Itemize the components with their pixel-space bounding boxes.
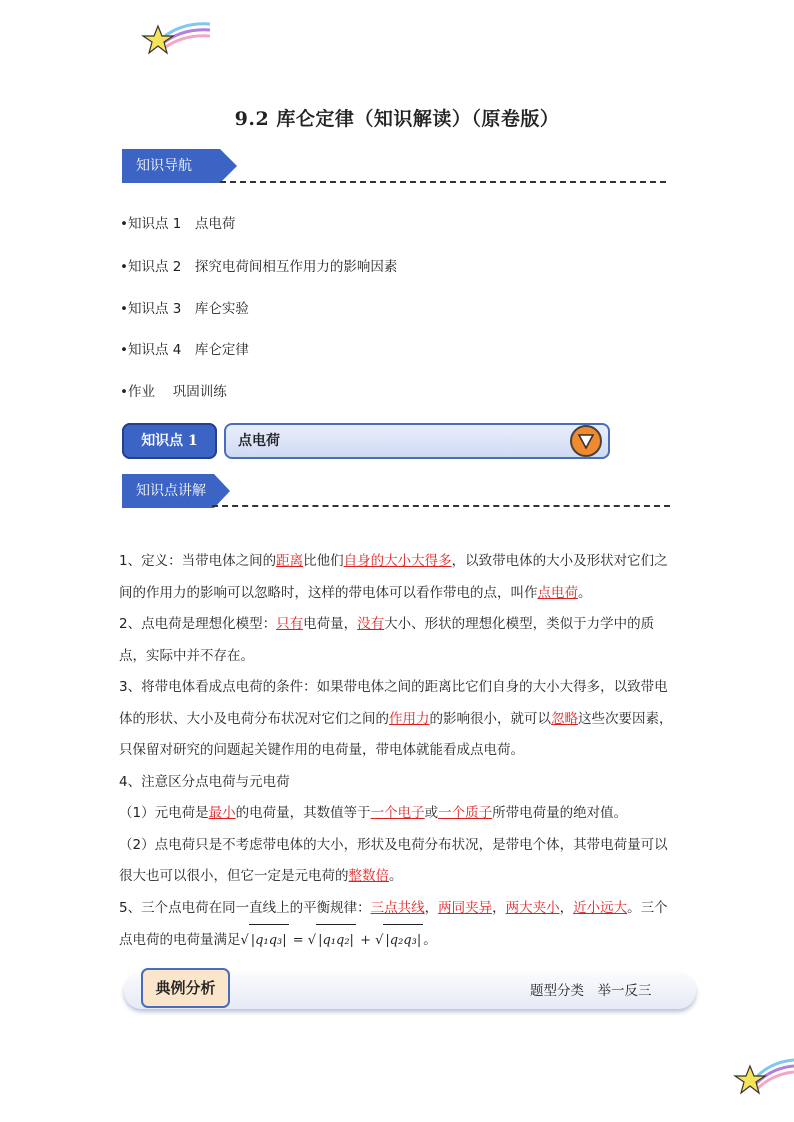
paragraph-definition: 1、定义：当带电体之间的距离比他们自身的大小大得多，以致带电体的大小及形状对它们之间的作用力的影响可以忽略时，这样的带电体可以看作带电的点，叫作点电荷。 (119, 553, 668, 601)
explanation-body (119, 546, 681, 957)
section-tag-explain (122, 474, 230, 508)
shooting-star-icon (732, 1030, 794, 1100)
nav-item: •知识点 1 点电荷 (120, 216, 236, 232)
paragraph-equilibrium: 5、三个点电荷在同一直线上的平衡规律：三点共线，两同夹异，两大夹小，近小远大。三个点电荷的电荷量满足√ |q₁q₃| = √ |q₁q₂| + √ |q₂q₃| 。 (119, 893, 681, 957)
paragraph-ideal-model: 2、点电荷是理想化模型：只有电荷量，没有大小、形状的理想化模型，类似于力学中的质点，实际中并不存在。 (119, 616, 655, 664)
nav-item: •知识点 3 库仑实验 (120, 301, 249, 317)
divider (220, 181, 666, 183)
example-section-subtitle: 题型分类 举一反三 (530, 983, 652, 999)
example-section-label: 典例分析 (141, 968, 230, 1008)
paragraph-elementary-charge: （1）元电荷是最小的电荷量，其数值等于一个电子或一个质子所带电荷量的绝对值。 (119, 805, 628, 821)
divider (212, 505, 670, 507)
shooting-star-icon (140, 18, 212, 58)
page-title: 9.2 库仑定律（知识解读）（原卷版） (234, 108, 560, 130)
formula: √ |q₁q₃| = √ |q₁q₂| + √ |q₂q₃| (241, 933, 424, 948)
nav-item: •知识点 4 库仑定律 (120, 342, 249, 358)
paragraph-distinguish: 4、注意区分点电荷与元电荷 (119, 773, 290, 790)
paragraph-point-charge: （2）点电荷只是不考虑带电体的大小，形状及电荷分布状况，是带电个体，其带电荷量可以很大也可以很小，但它一定是元电荷的整数倍。 (119, 836, 668, 884)
nav-item: •作业 巩固训练 (120, 384, 227, 400)
section-tag-label: 知识点讲解 (136, 483, 206, 499)
paragraph-condition: 3、将带电体看成点电荷的条件：如果带电体之间的距离比它们自身的大小大得多，以致带电体的形状、大小及电荷分布状况对它们之间的作用力的影响很小，就可以忽略这些次要因素，只保留对研究的问题起关键作用的电荷量，带电体就能看成点电荷。 (119, 679, 673, 758)
section-tag-label: 知识导航 (136, 158, 192, 174)
section-tag-nav (122, 149, 237, 183)
triangle-down-icon (570, 425, 602, 457)
knowledge-point-title: 点电荷 (224, 423, 610, 459)
knowledge-point-label: 知识点 1 (122, 423, 217, 459)
nav-item: •知识点 2 探究电荷间相互作用力的影响因素 (120, 259, 398, 275)
